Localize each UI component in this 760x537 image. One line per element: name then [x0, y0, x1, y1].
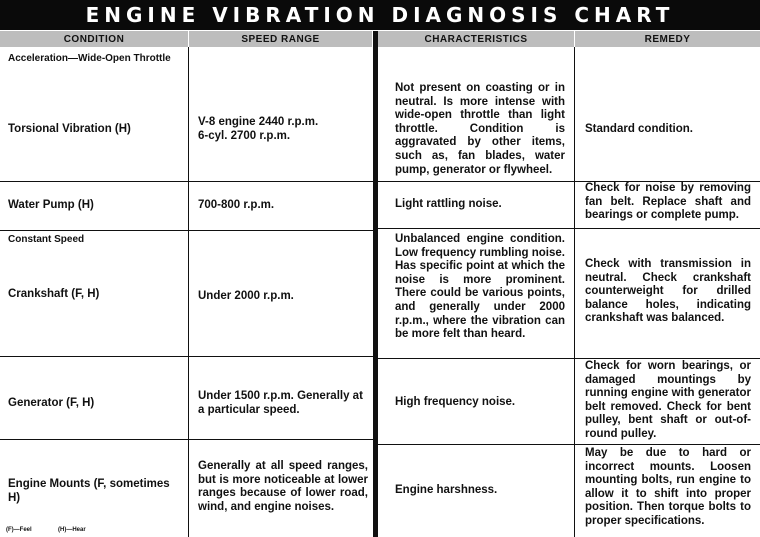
remedy-water-pump: Check for noise by removing fan belt. Replace shaft and bearings or complete pump.	[585, 182, 751, 222]
column-divider	[574, 47, 575, 537]
condition-torsional-vibration: Torsional Vibration (H)	[8, 123, 131, 135]
remedy-torsional-vibration: Standard condition.	[585, 123, 693, 135]
row-divider	[0, 181, 373, 182]
section-constant-speed: Constant Speed	[8, 234, 85, 245]
characteristics-water-pump: Light rattling noise.	[395, 198, 502, 210]
remedy-generator: Check for worn bearings, or damaged mountings by running engine with generator belt removed. Check for bent pulley, bent shaft or out-of-round pulley.	[585, 360, 751, 440]
center-gutter	[373, 31, 378, 537]
row-divider	[378, 228, 760, 229]
legend-hear: (H)—Hear	[58, 527, 86, 533]
speed-crankshaft: Under 2000 r.p.m.	[198, 290, 294, 302]
condition-crankshaft: Crankshaft (F, H)	[8, 288, 100, 300]
legend-feel: (F)—Feel	[6, 527, 32, 533]
header-condition: CONDITION	[0, 31, 188, 47]
row-divider	[378, 358, 760, 359]
row-divider	[0, 230, 373, 231]
speed-engine-mounts: Generally at all speed ranges, but is more noticeable at lower ranges because of lower road, wind, and engine noises.	[198, 460, 368, 513]
header-speed-range: SPEED RANGE	[189, 31, 372, 47]
speed-water-pump: 700-800 r.p.m.	[198, 199, 275, 211]
characteristics-torsional-vibration: Not present on coasting or in neutral. Is more intense with wide-open throttle than light throttle. Condition is aggravated by other items, such as, fan blades, water pump, generator or flywheel.	[395, 82, 565, 176]
remedy-crankshaft: Check with transmission in neutral. Check crankshaft counterweight for drilled balance holes, indicating crankshaft was balanced.	[585, 258, 751, 325]
header-remedy: REMEDY	[575, 31, 760, 47]
characteristics-crankshaft: Unbalanced engine condition. Low frequency rumbling noise. Has specific point at which the noise is more prominent. There could be various points, and generally under 2000 r.p.m., where the vibration can be more felt than heard.	[395, 233, 565, 341]
condition-water-pump: Water Pump (H)	[8, 199, 94, 211]
speed-generator: Under 1500 r.p.m. Generally at a particular speed.	[198, 390, 363, 416]
section-acceleration: Acceleration—Wide-Open Throttle	[8, 53, 171, 64]
condition-engine-mounts: Engine Mounts (F, sometimes H)	[8, 478, 170, 504]
speed-torsional-vibration: V-8 engine 2440 r.p.m. 6-cyl. 2700 r.p.m.	[198, 116, 319, 142]
condition-generator: Generator (F, H)	[8, 397, 95, 409]
row-divider	[378, 444, 760, 445]
row-divider	[0, 356, 373, 357]
header-characteristics: CHARACTERISTICS	[378, 31, 574, 47]
column-divider	[188, 47, 189, 537]
characteristics-engine-mounts: Engine harshness.	[395, 484, 498, 496]
chart-title: ENGINE VIBRATION DIAGNOSIS CHART	[0, 0, 760, 30]
row-divider	[0, 439, 373, 440]
characteristics-generator: High frequency noise.	[395, 396, 516, 408]
remedy-engine-mounts: May be due to hard or incorrect mounts. Loosen mounting bolts, run engine to allow it to shift into proper position. Then torque bolts to proper specifications.	[585, 447, 751, 527]
